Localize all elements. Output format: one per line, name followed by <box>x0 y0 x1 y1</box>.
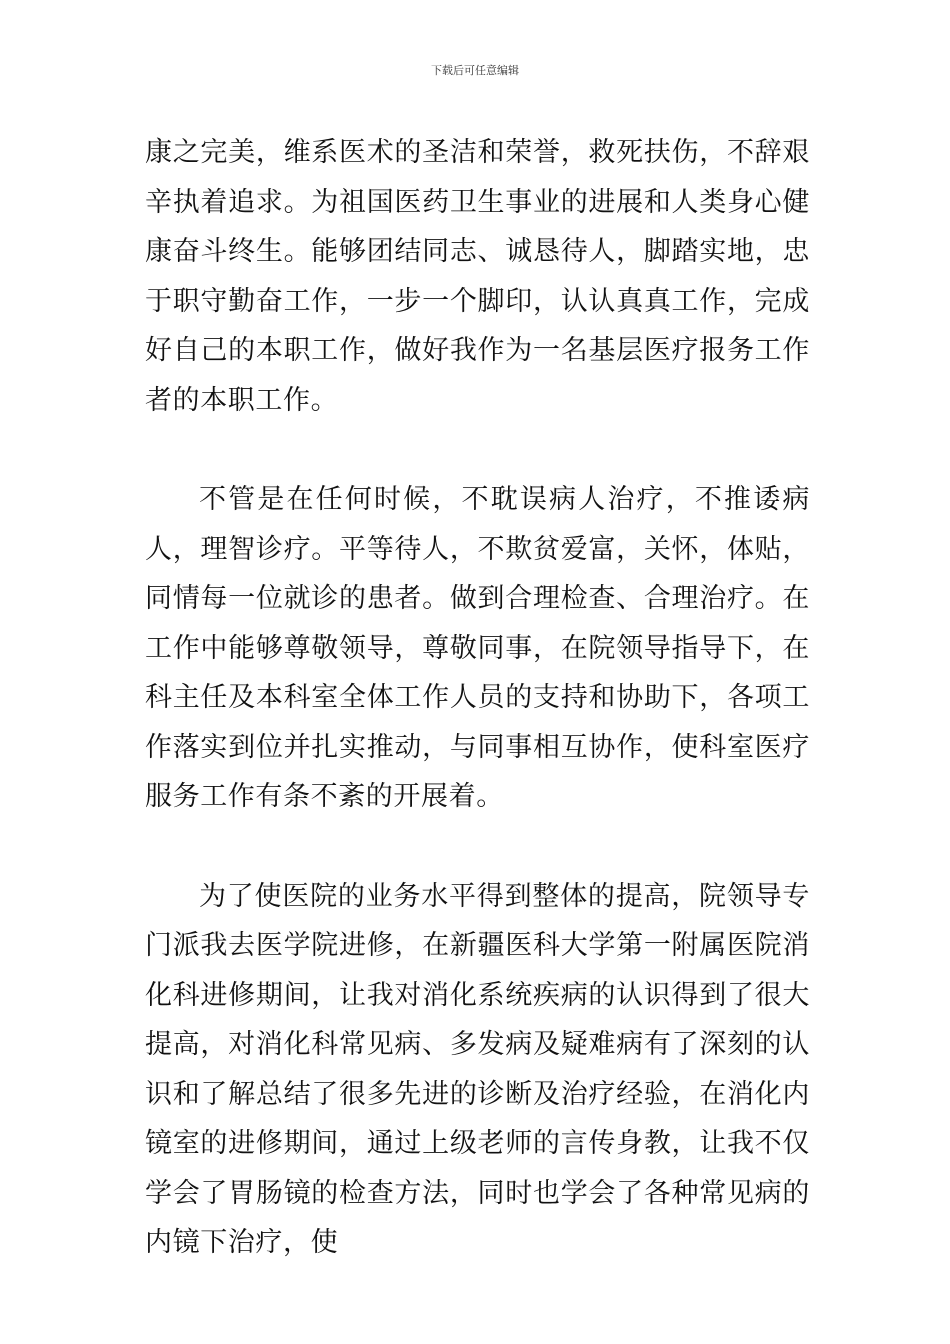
paragraph-3: 为了使医院的业务水平得到整体的提高，院领导专门派我去医学院进修，在新疆医科大学第一附属医院消化科进修期间，让我对消化系统疾病的认识得到了很大提高，对消化科常见病、多发病及疑难病有了深刻的认识和了解总结了很多先进的诊断及治疗经验，在消化内镜室的进修期间，通过上级老师的言传身教，让我不仅学会了胃肠镜的检查方法，同时也学会了各种常见病的内镜下治疗，使 <box>145 880 810 1258</box>
paragraph-2: 不管是在任何时候，不耽误病人治疗，不推诿病人，理智诊疗。平等待人，不欺贫爱富，关怀，体贴，同情每一位就诊的患者。做到合理检查、合理治疗。在工作中能够尊敬领导，尊敬同事，在院领导指导下，在科主任及本科室全体工作人员的支持和协助下，各项工作落实到位并扎实推动，与同事相互协作，使科室医疗服务工作有条不紊的开展着。 <box>145 484 810 812</box>
paragraph-1: 康之完美，维系医术的圣洁和荣誉，救死扶伤，不辞艰辛执着追求。为祖国医药卫生事业的进展和人类身心健康奋斗终生。能够团结同志、诚恳待人，脚踏实地，忠于职守勤奋工作，一步一个脚印，认认真真工作，完成好自己的本职工作，做好我作为一名基层医疗报务工作者的本职工作。 <box>145 137 810 416</box>
document-body <box>145 128 810 1268</box>
page-header: 下载后可任意编辑 <box>431 64 519 77</box>
